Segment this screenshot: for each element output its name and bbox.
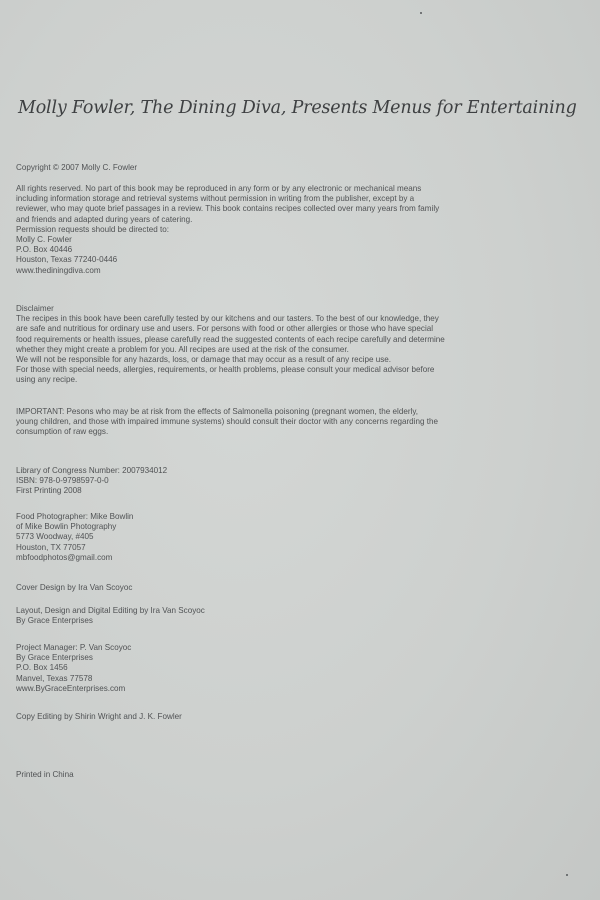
printed-line: Printed in China xyxy=(16,770,74,779)
project-manager-line: By Grace Enterprises xyxy=(16,653,93,663)
photographer-block xyxy=(16,512,510,563)
printed-block xyxy=(16,770,510,780)
cover-design-line: Cover Design by Ira Van Scoyoc xyxy=(16,583,133,592)
disclaimer-line: are safe and nutritious for ordinary use and users. For persons with food or other allergies or those who have special xyxy=(16,324,434,334)
project-manager-block xyxy=(16,643,510,694)
photographer-line: of Mike Bowlin Photography xyxy=(16,522,117,532)
photographer-line: Food Photographer: Mike Bowlin xyxy=(16,512,134,521)
disclaimer-line: For those with special needs, allergies, requirements, or health problems, please consult your medical advisor before xyxy=(16,365,435,375)
book-title: Molly Fowler, The Dining Diva, Presents Menus for Entertaining xyxy=(18,98,577,118)
disclaimer-block xyxy=(16,304,510,386)
library-line: Library of Congress Number: 2007934012 xyxy=(16,466,168,475)
disclaimer-line: food requirements or health issues, please carefully read the suggested contents of each recipe carefully and determine xyxy=(16,334,445,344)
important-line: IMPORTANT: Pesons who may be at risk from the effects of Salmonella poisoning (pregnant women, the elderly, xyxy=(16,407,419,416)
rights-line: including information storage and retrieval systems without permission in writing from the publisher, except by a xyxy=(16,194,415,204)
disclaimer-line: We will not be responsible for any hazards, loss, or damage that may occur as a result of any recipe use. xyxy=(16,355,392,365)
layout-design-line: By Grace Enterprises xyxy=(16,616,93,626)
project-manager-line: Manvel, Texas 77578 xyxy=(16,673,93,683)
disclaimer-line: using any recipe. xyxy=(16,375,78,385)
layout-design-line: Layout, Design and Digital Editing by Ira Van Scoyoc xyxy=(16,606,205,615)
copyright-line: Copyright © 2007 Molly C. Fowler xyxy=(16,163,138,172)
library-line: ISBN: 978-0-9798597-0-0 xyxy=(16,476,109,486)
layout-design-block xyxy=(16,606,510,626)
project-manager-line: Project Manager: P. Van Scoyoc xyxy=(16,643,132,652)
photographer-line: mbfoodphotos@gmail.com xyxy=(16,552,113,562)
cover-design-block xyxy=(16,583,510,593)
project-manager-line: www.ByGraceEnterprises.com xyxy=(16,683,126,693)
library-block xyxy=(16,466,510,497)
rights-line: All rights reserved. No part of this book may be reproduced in any form or by any electronic or mechanical means xyxy=(16,184,422,193)
rights-line: and friends and adapted during years of catering. xyxy=(16,214,193,224)
important-line: consumption of raw eggs. xyxy=(16,427,109,437)
copy-editing-block xyxy=(16,712,510,722)
copyright-notice xyxy=(16,163,510,173)
important-block xyxy=(16,407,510,438)
rights-block xyxy=(16,184,510,276)
rights-line: P.O. Box 40446 xyxy=(16,245,73,255)
photographer-line: 5773 Woodway, #405 xyxy=(16,532,94,542)
photographer-line: Houston, TX 77057 xyxy=(16,542,86,552)
disclaimer-line: whether they might create a problem for you. All recipes are used at the risk of the consumer. xyxy=(16,344,349,354)
paper-speck xyxy=(566,874,568,876)
paper-speck xyxy=(420,12,422,14)
disclaimer-heading: Disclaimer xyxy=(16,304,54,313)
copy-editing-line: Copy Editing by Shirin Wright and J. K. Fowler xyxy=(16,712,182,721)
project-manager-line: P.O. Box 1456 xyxy=(16,663,68,673)
rights-line: Houston, Texas 77240-0446 xyxy=(16,255,118,265)
rights-line: reviewer, who may quote brief passages in a review. This book contains recipes collected over many years from family xyxy=(16,204,440,214)
disclaimer-line: The recipes in this book have been carefully tested by our kitchens and our tasters. To the best of our knowledge, they xyxy=(16,314,439,324)
rights-line: Molly C. Fowler xyxy=(16,235,72,245)
library-line: First Printing 2008 xyxy=(16,486,82,496)
rights-line: Permission requests should be directed to: xyxy=(16,224,169,234)
important-line: young children, and those with impaired immune systems) should consult their doctor with any concerns regarding the xyxy=(16,417,438,427)
rights-line: www.thediningdiva.com xyxy=(16,265,101,275)
